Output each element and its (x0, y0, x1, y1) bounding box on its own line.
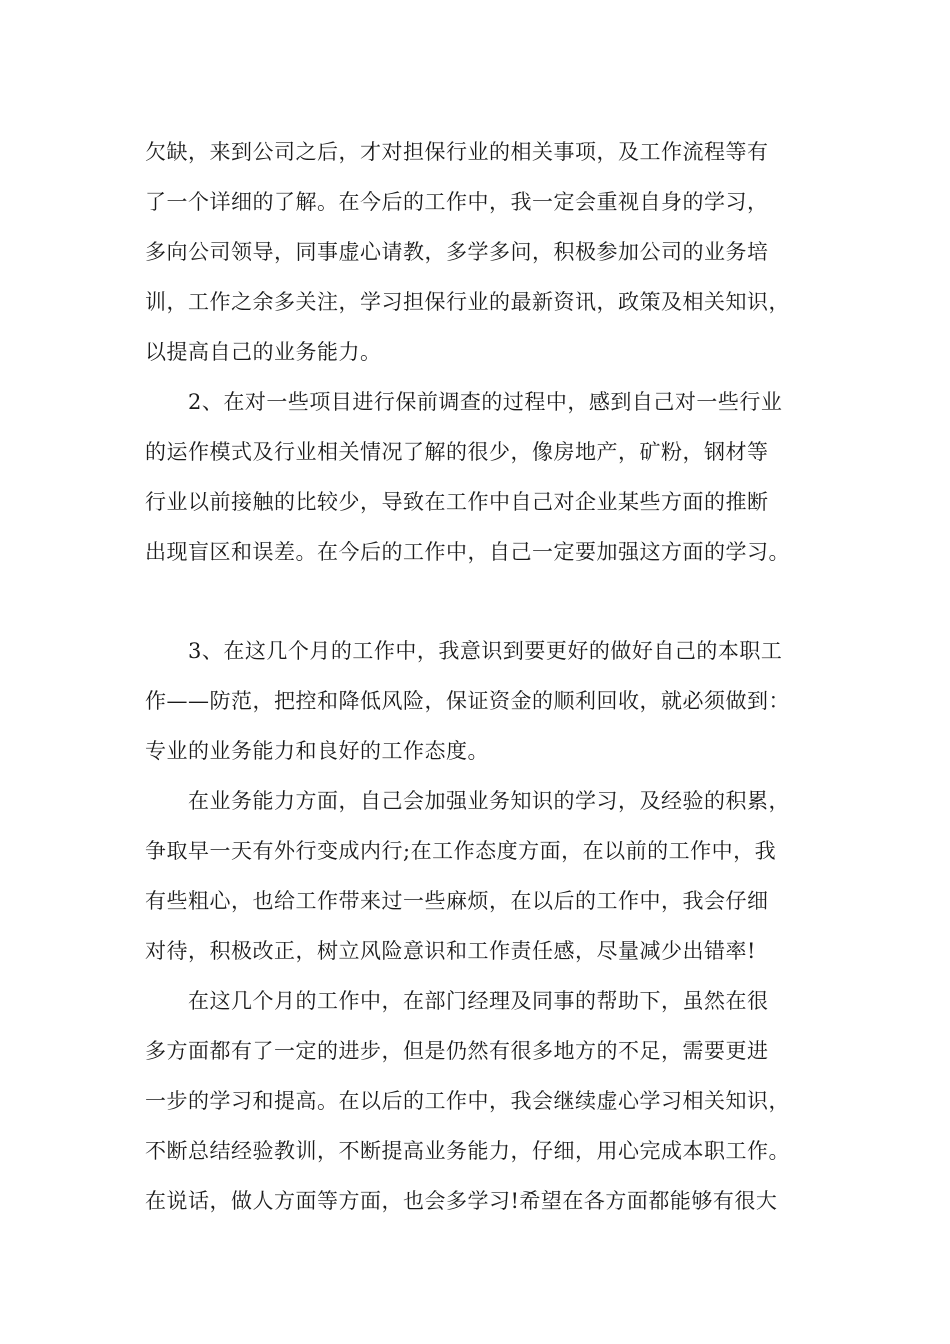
paragraph-4-start: 在业务能力方面，自己会加强业务知识的学习，及经验的积累， (188, 789, 790, 813)
text-line: 多方面都有了一定的进步，但是仍然有很多地方的不足，需要更进 (145, 1039, 769, 1063)
paragraph-3-start: 3、在这几个月的工作中，我意识到要更好的做好自己的本职工 (188, 639, 783, 663)
paragraph-5-start: 在这几个月的工作中，在部门经理及同事的帮助下，虽然在很 (188, 989, 769, 1013)
text-line: 行业以前接触的比较少，导致在工作中自己对企业某些方面的推断 (145, 490, 769, 514)
text-line: 欠缺，来到公司之后，才对担保行业的相关事项，及工作流程等有 (145, 140, 769, 164)
text-line: 一步的学习和提高。在以后的工作中，我会继续虚心学习相关知识， (145, 1089, 790, 1113)
text-line: 作——防范，把控和降低风险，保证资金的顺利回收，就必须做到： (145, 689, 790, 713)
text-line: 不断总结经验教训，不断提高业务能力，仔细，用心完成本职工作。 (145, 1139, 790, 1163)
text-line: 多向公司领导，同事虚心请教，多学多问，积极参加公司的业务培 (145, 240, 769, 264)
text-line: 以提高自己的业务能力。 (145, 340, 382, 364)
text-line: 的运作模式及行业相关情况了解的很少，像房地产，矿粉，钢材等 (145, 440, 769, 464)
text-line: 在说话，做人方面等方面，也会多学习!希望在各方面都能够有很大 (145, 1189, 778, 1213)
text-line: 出现盲区和误差。在今后的工作中，自己一定要加强这方面的学习。 (145, 540, 790, 564)
text-line: 训，工作之余多关注，学习担保行业的最新资讯，政策及相关知识， (145, 290, 790, 314)
text-line: 了一个详细的了解。在今后的工作中，我一定会重视自身的学习， (145, 190, 769, 214)
text-line: 专业的业务能力和良好的工作态度。 (145, 739, 489, 763)
paragraph-2-start: 2、在对一些项目进行保前调查的过程中，感到自己对一些行业 (188, 390, 783, 414)
text-line: 有些粗心，也给工作带来过一些麻烦，在以后的工作中，我会仔细 (145, 889, 769, 913)
text-line: 争取早一天有外行变成内行;在工作态度方面，在以前的工作中，我 (145, 839, 777, 863)
text-line: 对待，积极改正，树立风险意识和工作责任感，尽量减少出错率! (145, 939, 756, 963)
